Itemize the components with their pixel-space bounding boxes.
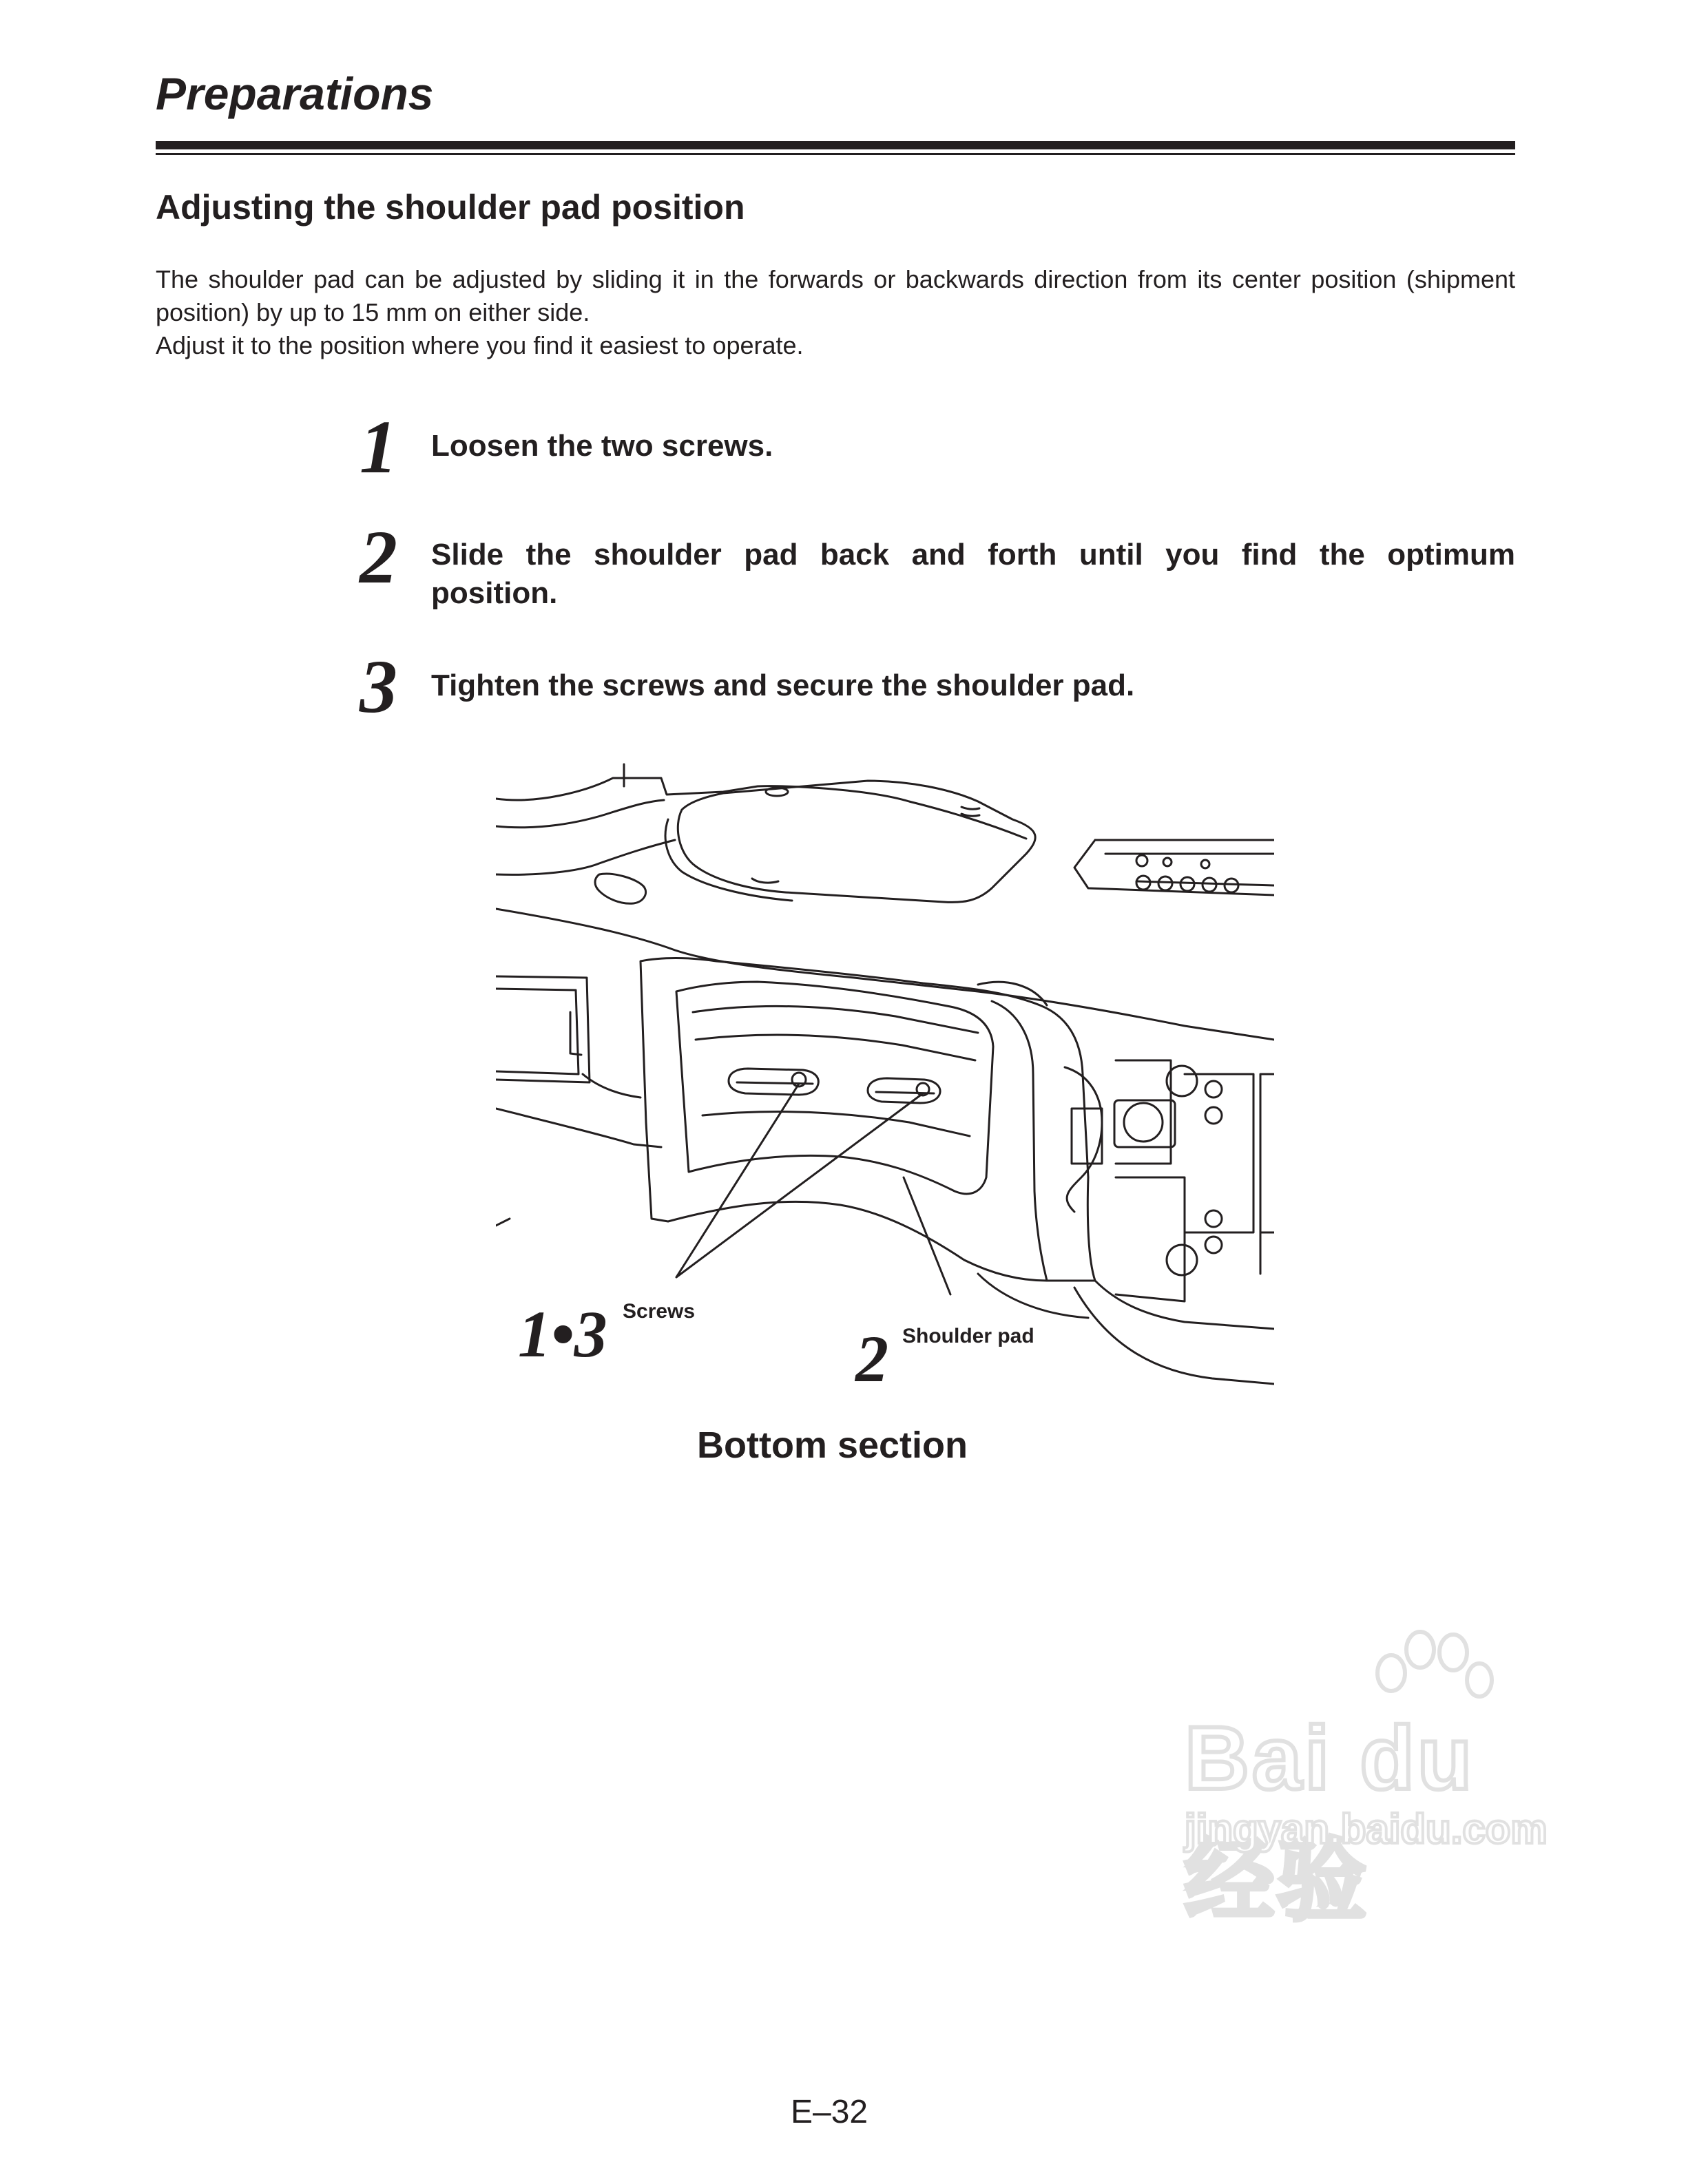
baidu-watermark: [1185, 1625, 1570, 1931]
step-number: 2: [360, 515, 397, 599]
step-text: Slide the shoulder pad back and forth until you find the optimum position.: [431, 538, 1515, 610]
callout-number-shoulder-pad: 2: [855, 1322, 888, 1396]
camera-line-drawing: [496, 750, 1274, 1405]
step-text: Tighten the screws and secure the shoulder pad.: [431, 669, 1135, 702]
page-number: E–32: [791, 2094, 868, 2130]
step-1: [360, 405, 1515, 489]
figure-caption: Bottom section: [697, 1425, 968, 1466]
section-title: Preparations: [156, 68, 434, 119]
subheading: Adjusting the shoulder pad position: [156, 188, 745, 227]
intro-paragraph-1: The shoulder pad can be adjusted by sliding it in the forwards or backwards direction from its center position (shipment position) by up to 15 mm on either side.: [156, 265, 1515, 326]
step-number: 3: [360, 644, 397, 728]
intro-text: [156, 263, 1515, 362]
callout-number-screws: 1•3: [518, 1297, 607, 1371]
step-3: [360, 644, 1515, 728]
step-number: 1: [360, 405, 397, 489]
header-rule-thin: [156, 153, 1515, 155]
header-rule-thick: [156, 141, 1515, 149]
camera-bottom-illustration: [496, 750, 1274, 1405]
step-2: [360, 516, 1515, 620]
intro-paragraph-2: Adjust it to the position where you find it easiest to operate.: [156, 331, 804, 359]
watermark-url: jingyan.baidu.com: [1185, 1806, 1548, 1852]
callout-label-screws: Screws: [623, 1300, 696, 1323]
step-text: Loosen the two screws.: [431, 429, 773, 463]
watermark-brand: Bai du 经验: [1185, 1708, 1475, 1931]
callout-label-shoulder-pad: Shoulder pad: [902, 1325, 1034, 1347]
paw-icon: [1357, 1625, 1495, 1714]
